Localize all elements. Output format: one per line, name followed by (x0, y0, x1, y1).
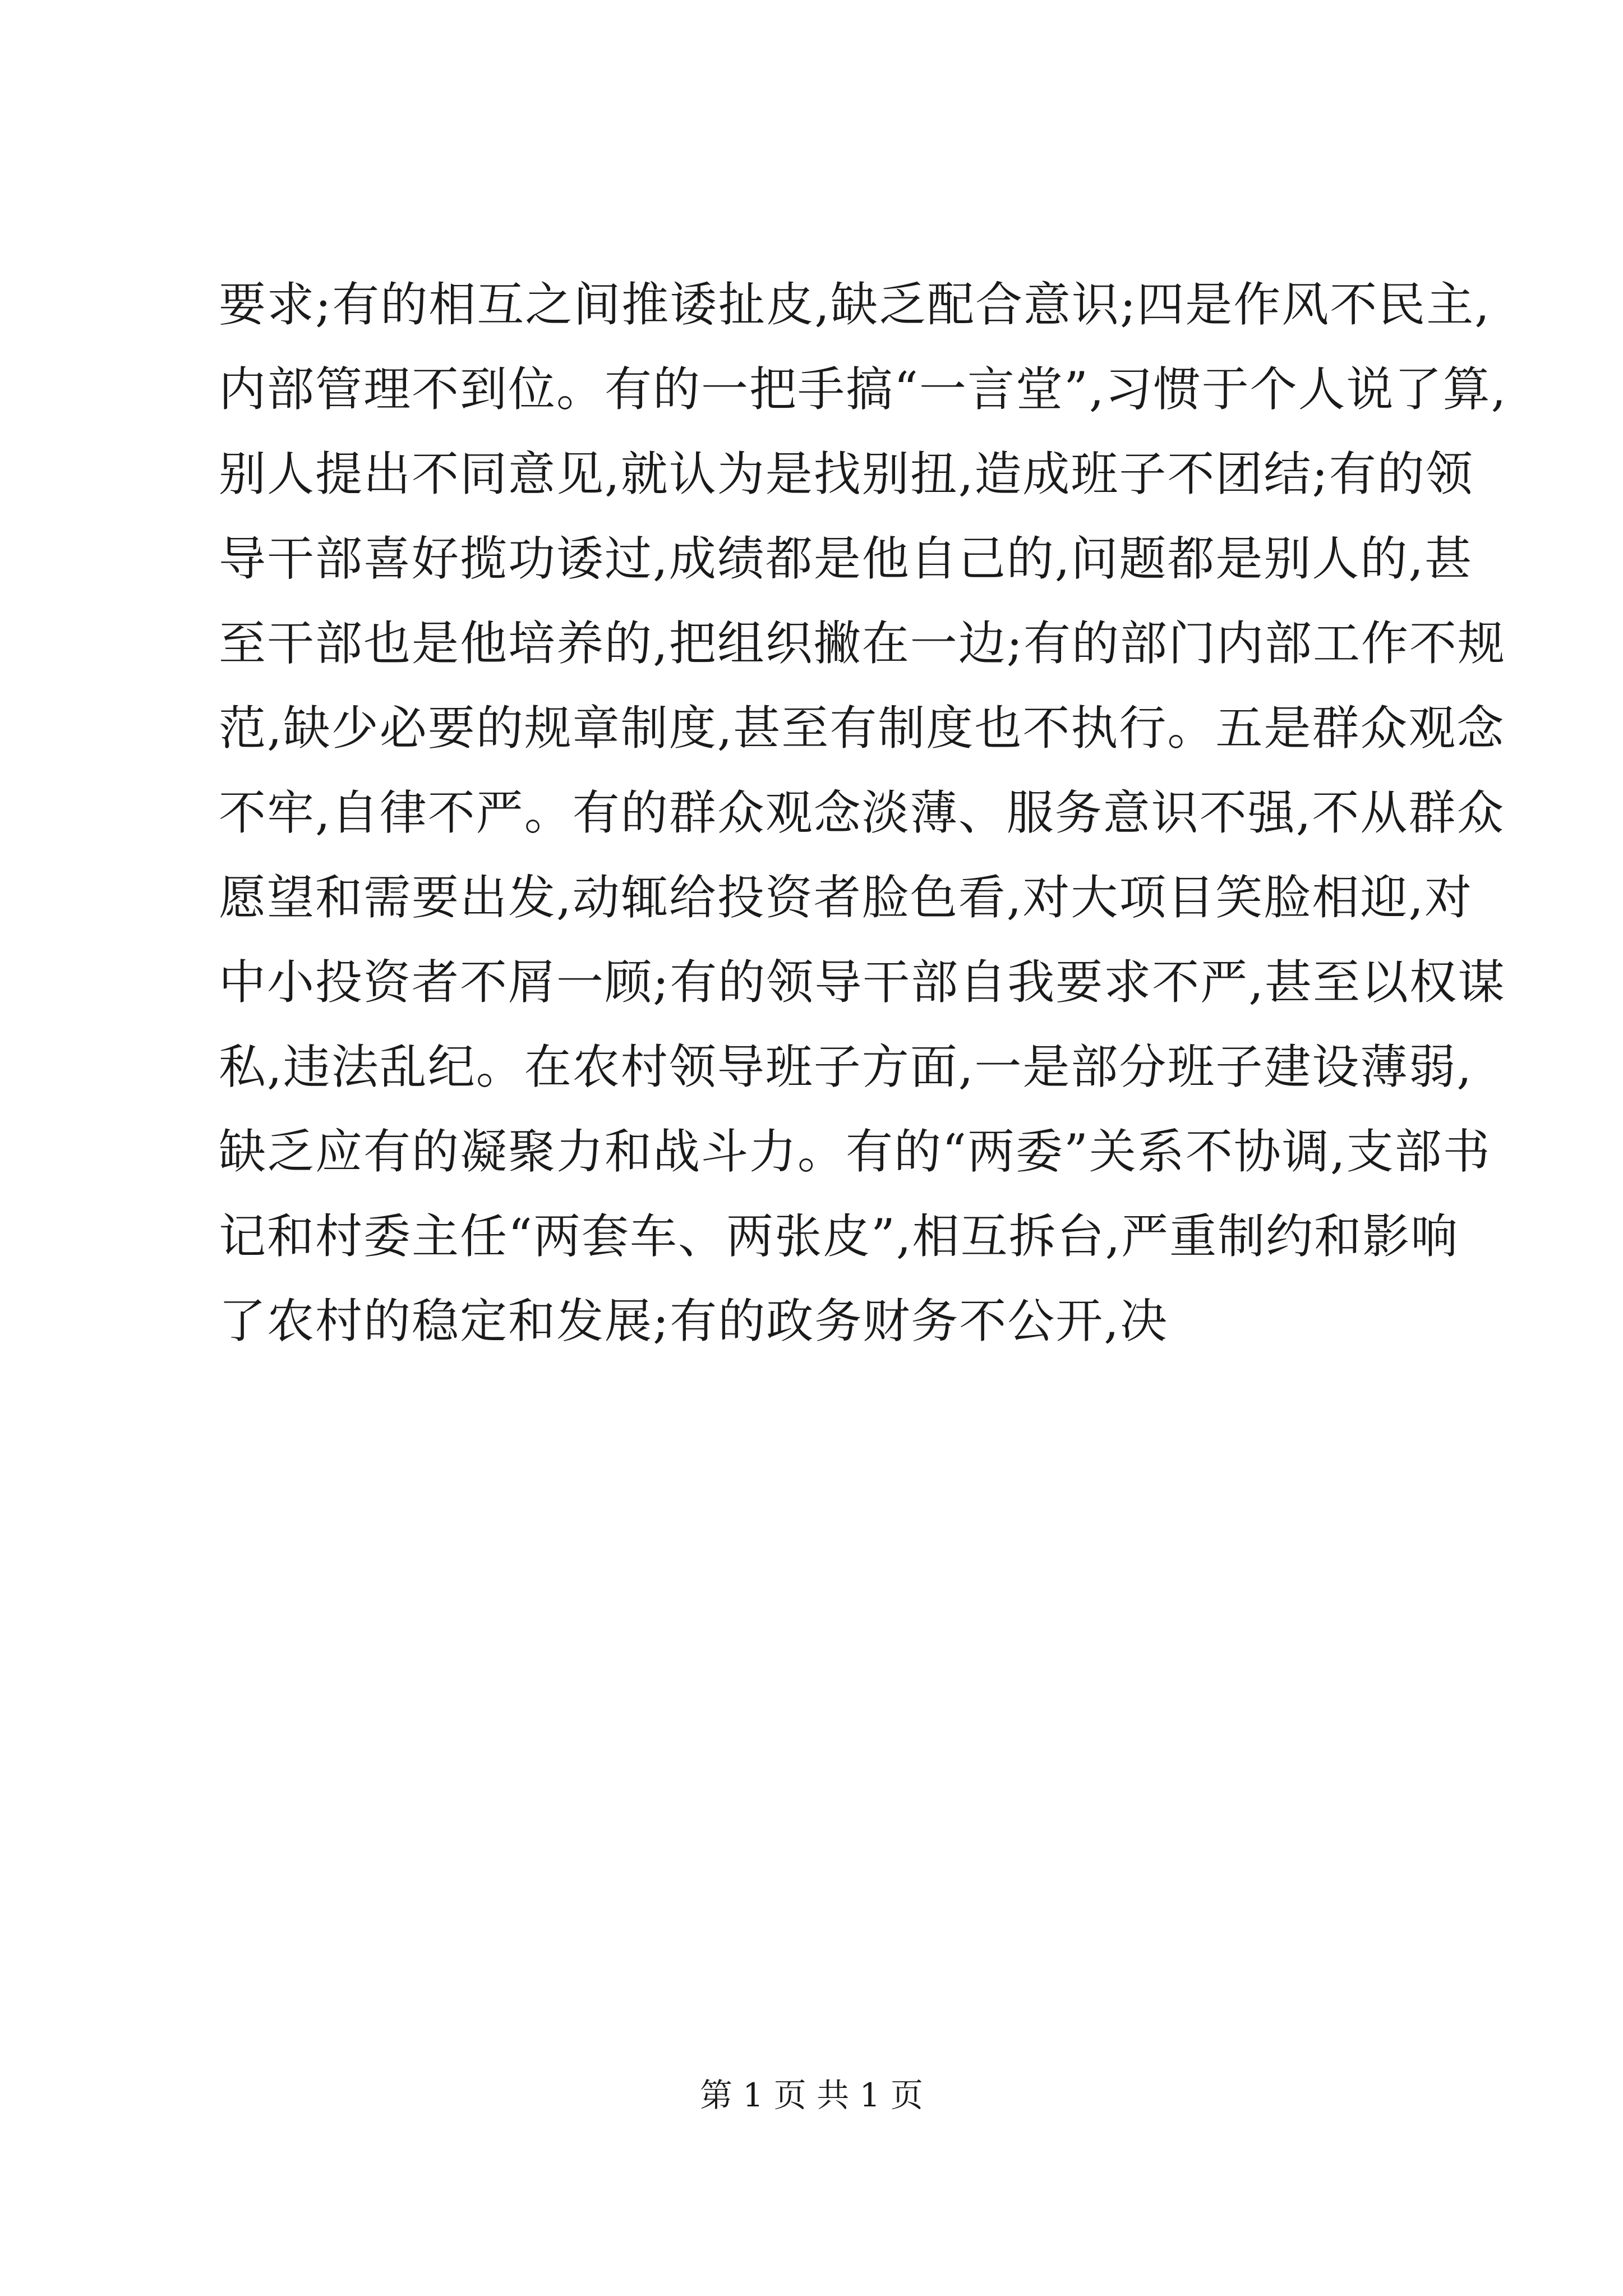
text-line: 范,缺少必要的规章制度,甚至有制度也不执行。五是群众观念 (219, 701, 1505, 756)
text-line: 要求;有的相互之间推诿扯皮,缺乏配合意识;四是作风不民主, (219, 277, 1491, 332)
text-line: 中小投资者不屑一顾;有的领导干部自我要求不严,甚至以权谋 (219, 955, 1506, 1010)
page-number-footer: 第 1 页 共 1 页 (700, 2076, 923, 2114)
text-line: 缺乏应有的凝聚力和战斗力。有的“两委”关系不协调,支部书 (219, 1124, 1491, 1179)
text-line: 记和村委主任“两套车、两张皮”,相互拆台,严重制约和影响 (219, 1209, 1459, 1264)
text-line: 至干部也是他培养的,把组织撇在一边;有的部门内部工作不规 (219, 616, 1506, 671)
text-line: 别人提出不同意见,就认为是找别扭,造成班子不团结;有的领 (219, 447, 1474, 501)
text-line: 内部管理不到位。有的一把手搞“一言堂”,习惯于个人说了算, (219, 362, 1507, 417)
text-line: 导干部喜好揽功诿过,成绩都是他自己的,问题都是别人的,甚 (219, 531, 1473, 586)
body-paragraph (219, 263, 1507, 1364)
text-line: 了农村的稳定和发展;有的政务财务不公开,决 (219, 1294, 1169, 1349)
text-line: 愿望和需要出发,动辄给投资者脸色看,对大项目笑脸相迎,对 (219, 870, 1473, 925)
text-line: 私,违法乱纪。在农村领导班子方面,一是部分班子建设薄弱, (219, 1039, 1473, 1094)
text-line: 不牢,自律不严。有的群众观念淡薄、服务意识不强,不从群众 (219, 785, 1505, 840)
